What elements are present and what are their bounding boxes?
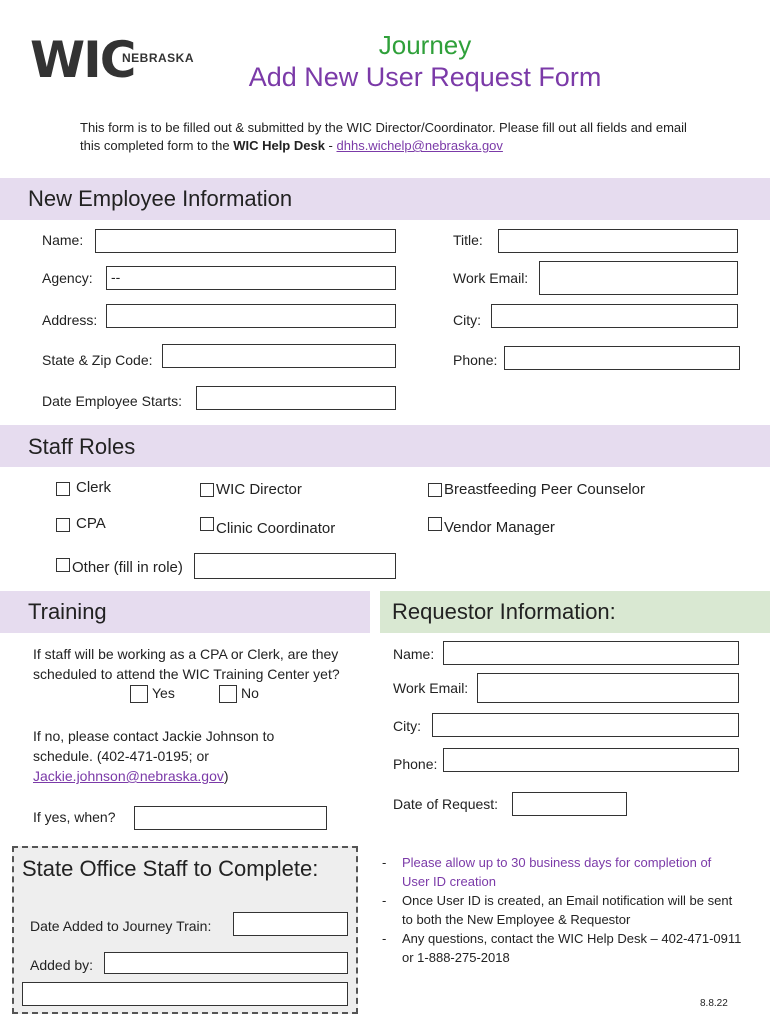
date-added-label: Date Added to Journey Train:	[30, 918, 212, 934]
requestor-title: Requestor Information:	[392, 599, 616, 624]
training-title: Training	[28, 599, 107, 624]
wic-director-label: WIC Director	[216, 481, 302, 498]
requestor-name-label: Name:	[393, 646, 435, 662]
employee-city-label: City:	[453, 312, 481, 328]
agency-label: Agency:	[42, 270, 93, 286]
agency-field[interactable]: --	[106, 266, 396, 290]
note-item: - Please allow up to 30 business days for completion of User ID creation	[382, 855, 712, 889]
bf-peer-checkbox[interactable]	[428, 483, 442, 497]
employee-title-field[interactable]	[498, 229, 738, 253]
requestor-city-label: City:	[393, 718, 421, 734]
clerk-checkbox[interactable]	[56, 482, 70, 496]
training-contact	[33, 726, 323, 786]
wic-director-checkbox[interactable]	[200, 483, 214, 497]
date-starts-label: Date Employee Starts:	[42, 393, 183, 409]
state-office-title: State Office Staff to Complete:	[22, 856, 319, 881]
clinic-coord-label: Clinic Coordinator	[216, 520, 336, 537]
note-item: - Once User ID is created, an Email notification will be sent to both the New Employee & Requestor	[382, 893, 733, 927]
requestor-name-field[interactable]	[443, 641, 739, 665]
requestor-phone-field[interactable]	[443, 748, 739, 772]
other-role-field[interactable]	[194, 553, 396, 579]
state-zip-field[interactable]	[162, 344, 396, 368]
intro-body: This form is to be filled out & submitted by the WIC Director/Coordinator. Please fill out all fields and email this completed form to the	[80, 120, 687, 153]
training-yes-label: Yes	[152, 685, 175, 701]
note-item: - Any questions, contact the WIC Help Desk – 402-471-0911 or 1-888-275-2018	[382, 931, 742, 965]
cpa-label: CPA	[76, 515, 106, 532]
intro-text	[80, 119, 700, 155]
clinic-coord-checkbox[interactable]	[200, 517, 214, 531]
intro-sep: -	[324, 138, 337, 153]
state-zip-label: State & Zip Code:	[42, 352, 153, 368]
training-contact-close: )	[223, 768, 229, 784]
vendor-mgr-checkbox[interactable]	[428, 517, 442, 531]
wic-logo	[30, 27, 225, 97]
form-title: Add New User Request Form	[248, 62, 602, 92]
notes-list	[382, 853, 742, 967]
new-employee-title: New Employee Information	[28, 186, 293, 211]
version-label: 8.8.22	[700, 998, 728, 1009]
training-no-checkbox[interactable]	[219, 685, 237, 703]
journey-title: Journey	[378, 30, 472, 60]
employee-city-field[interactable]	[491, 304, 738, 328]
intro-bold: WIC Help Desk	[233, 138, 325, 153]
added-by-field[interactable]	[104, 952, 348, 974]
employee-name-label: Name:	[42, 232, 84, 248]
address-label: Address:	[42, 312, 98, 328]
cpa-checkbox[interactable]	[56, 518, 70, 532]
note-1: Please allow up to 30 business days for completion of User ID creation	[402, 855, 712, 889]
jackie-email-link[interactable]: Jackie.johnson@nebraska.gov	[33, 768, 224, 784]
staff-roles-title: Staff Roles	[28, 434, 136, 459]
address-field[interactable]	[106, 304, 396, 328]
training-contact-text: If no, please contact Jackie Johnson to schedule. (402-471-0195; or	[33, 728, 275, 764]
state-office-extra-field[interactable]	[22, 982, 348, 1006]
training-date-field[interactable]	[134, 806, 327, 830]
note-2: Once User ID is created, an Email notification will be sent to both the New Employee & Requestor	[402, 893, 733, 927]
employee-phone-field[interactable]	[504, 346, 740, 370]
request-date-label: Date of Request:	[393, 796, 499, 812]
added-by-label: Added by:	[30, 957, 94, 973]
date-added-field[interactable]	[233, 912, 348, 936]
training-no-label: No	[241, 685, 259, 701]
date-starts-field[interactable]	[196, 386, 396, 410]
clerk-label: Clerk	[76, 479, 112, 496]
employee-name-field[interactable]	[95, 229, 396, 253]
request-date-field[interactable]	[512, 792, 627, 816]
bf-peer-label: Breastfeeding Peer Counselor	[444, 481, 645, 498]
other-checkbox[interactable]	[56, 558, 70, 572]
employee-work-email-field[interactable]	[539, 261, 738, 295]
requestor-work-email-field[interactable]	[477, 673, 739, 703]
other-label: Other (fill in role)	[72, 559, 183, 576]
requestor-phone-label: Phone:	[393, 756, 438, 772]
employee-work-email-label: Work Email:	[453, 270, 529, 286]
employee-phone-label: Phone:	[453, 352, 498, 368]
if-yes-label: If yes, when?	[33, 809, 116, 825]
note-3: Any questions, contact the WIC Help Desk – 402-471-0911 or 1-888-275-2018	[402, 931, 742, 965]
logo-nebraska-text: NEBRASKA	[122, 51, 195, 65]
employee-title-label: Title:	[453, 232, 483, 248]
logo-wic-text: WIC	[30, 31, 135, 89]
vendor-mgr-label: Vendor Manager	[444, 519, 555, 536]
requestor-work-email-label: Work Email:	[393, 680, 469, 696]
helpdesk-email-link[interactable]: dhhs.wichelp@nebraska.gov	[336, 138, 503, 153]
training-yes-checkbox[interactable]	[130, 685, 148, 703]
requestor-city-field[interactable]	[432, 713, 739, 737]
training-question: If staff will be working as a CPA or Clerk, are they scheduled to attend the WIC Training Center yet?	[33, 646, 340, 682]
